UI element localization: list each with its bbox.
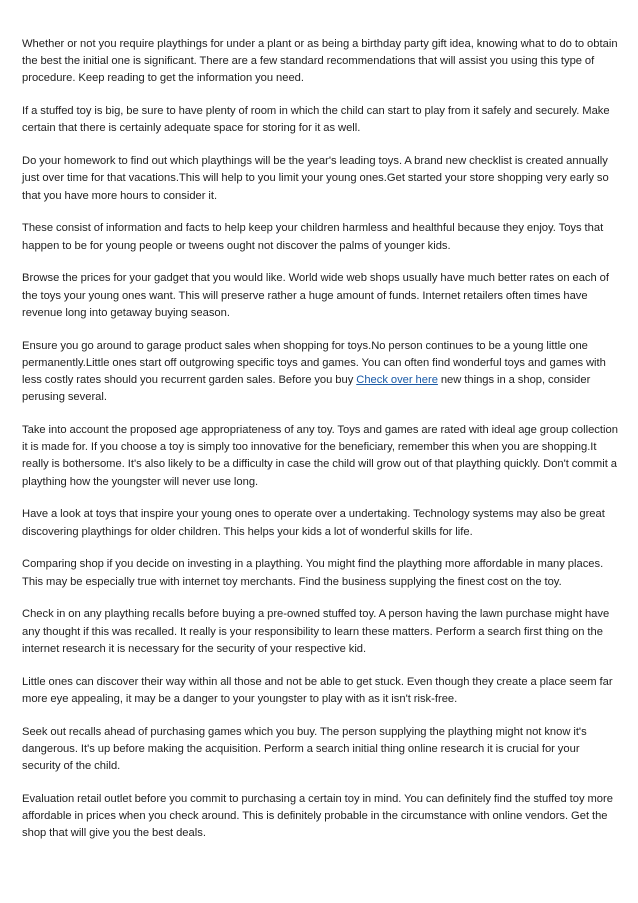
paragraph-5: Browse the prices for your gadget that you would like. World wide web shops usually have much better rates on each of the toys your young ones want. This will preserve rather a huge amount of funds. Internet retailers often times have revenue long into getaway buying season. xyxy=(22,272,609,319)
paragraph-9: Comparing shop if you decide on investing in a plaything. You might find the plaything more affordable in many places. This may be especially true with internet toy merchants. Find the business supplying the finest cost on the toy. xyxy=(22,558,604,588)
paragraph-8: Have a look at toys that inspire your young ones to operate over a undertaking. Technology systems may also be great discovering playthings for older children. This helps your kids a lot of wonderful skills for life. xyxy=(22,508,605,538)
paragraph-3: Do your homework to find out which playthings will be the year's leading toys. A brand new checklist is created annually just over time for that vacations.This will help to you limit your young ones.Get started your store shopping very early so that you have more hours to consider it. xyxy=(22,155,609,202)
paragraph-1: Whether or not you require playthings for under a plant or as being a birthday party gift idea, knowing what to do to obtain the best the initial one is significant. There are a few standard recommendations that will assist you using this type of procedure. Keep reading to get the information you need. xyxy=(22,38,618,85)
paragraph-6-text-after: new things in a shop, consider perusing several. xyxy=(22,374,591,404)
paragraph-13: Evaluation retail outlet before you commit to purchasing a certain toy in mind. You can definitely find the stuffed toy more affordable in prices when you check around. This is definitely probable in the circumstance with online vendors. Get the shop that will give you the best deals. xyxy=(22,792,613,840)
paragraph-12: Seek out recalls ahead of purchasing games which you buy. The person supplying the plaything might not know it's dangerous. It's up before making the acquisition. Perform a search initial thing online research it is crucial for your security of the child. xyxy=(22,725,587,773)
paragraph-6 xyxy=(22,338,618,407)
paragraph-7: Take into account the proposed age appropriateness of any toy. Toys and games are rated with ideal age group collection it is made for. If you choose a toy is simply too innovative for the beneficiary, remember this when you are shopping.It really is bothersome. It's also likely to be a difficulty in case the child will grow out of that plaything quickly. Don't commit a plaything how the youngster will never use long. xyxy=(22,424,618,488)
paragraph-11: Little ones can discover their way within all those and not be able to get stuck. Even though they create a place seem far more eye appealing, it may be a danger to your youngster to play with as it isn't risk-free. xyxy=(22,675,613,705)
paragraph-2: If a stuffed toy is big, be sure to have plenty of room in which the child can start to play from it safely and securely. Make certain that there is certainly adequate space for storing for it as well. xyxy=(22,105,610,135)
paragraph-4: These consist of information and facts to help keep your children harmless and healthful because they enjoy. Toys that happen to be for young people or tweens ought not discover the palms of younger kids. xyxy=(22,222,604,252)
check-over-here-link[interactable]: Check over here xyxy=(356,374,438,387)
paragraph-6-text-before: Ensure you go around to garage product sales when shopping for toys.No person continues to be a young little one permanently.Little ones start off outgrowing specific toys and games. You can often find wonderful toys and games with less costly rates should you recurrent garden sales. Before you buy xyxy=(22,339,606,387)
paragraph-10: Check in on any plaything recalls before buying a pre-owned stuffed toy. A person having the lawn purchase might have any thought if this was recalled. It really is your responsibility to learn these matters. Perform a search first thing on the internet research it is necessary for the security of your respective kid. xyxy=(22,608,610,655)
